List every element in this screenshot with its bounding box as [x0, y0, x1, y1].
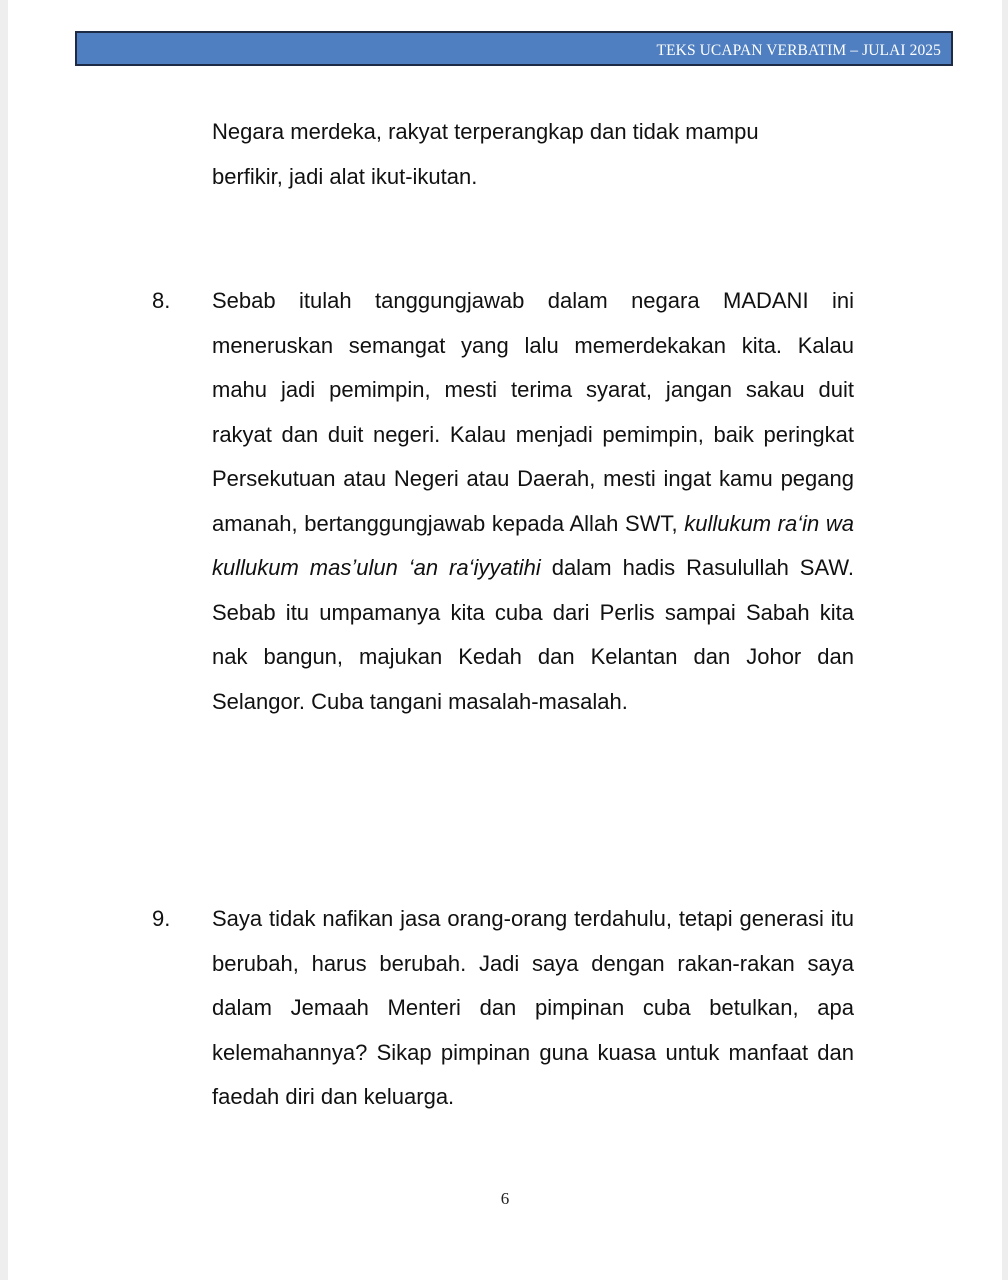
paragraph-8-number: 8.: [152, 288, 171, 313]
continuation-line-1: Negara merdeka, rakyat terperangkap dan tidak mampu: [212, 119, 759, 144]
paragraph-8-text-b: dalam hadis Rasulullah SAW. Sebab itu umpamanya kita cuba dari Perlis sampai Sabah kita nak bangun, majukan Kedah dan Kelantan dan Johor dan Selangor. Cuba tangani masalah-masalah.: [212, 555, 854, 714]
continuation-line-2: berfikir, jadi alat ikut-ikutan.: [212, 163, 478, 189]
paragraph-8-hadith-quote: kullukum ra‘in wa kullukum mas’ulun ‘an ra‘iyyatihi: [212, 510, 854, 580]
header-bar: [75, 31, 953, 66]
paragraph-9-text: Saya tidak nafikan jasa orang-orang terdahulu, tetapi generasi itu berubah, harus berubah. Jadi saya dengan rakan-rakan saya dalam Jemaah Menteri dan pimpinan cuba betulkan, apa kelemahannya? Sikap pimpinan guna kuasa untuk manfaat dan faedah diri dan keluarga.: [212, 906, 854, 1109]
paragraph-8-text: [212, 279, 854, 724]
continuation-text: [212, 110, 854, 199]
paragraph-8-text-a: Sebab itulah tanggungjawab dalam negara MADANI ini meneruskan semangat yang lalu memerdekakan kita. Kalau mahu jadi pemimpin, mesti terima syarat, jangan sakau duit rakyat dan duit negeri. Kalau menjadi pemimpin, baik peringkat Persekutuan atau Negeri atau Daerah, mesti ingat kamu pegang amanah, bertanggungjawab kepada Allah SWT,: [212, 288, 854, 536]
header-title: TEKS UCAPAN VERBATIM – JULAI 2025: [656, 42, 941, 59]
document-page: [8, 0, 1002, 1280]
paragraph-9-number: 9.: [152, 906, 171, 931]
page-number: 6: [500, 1189, 510, 1208]
